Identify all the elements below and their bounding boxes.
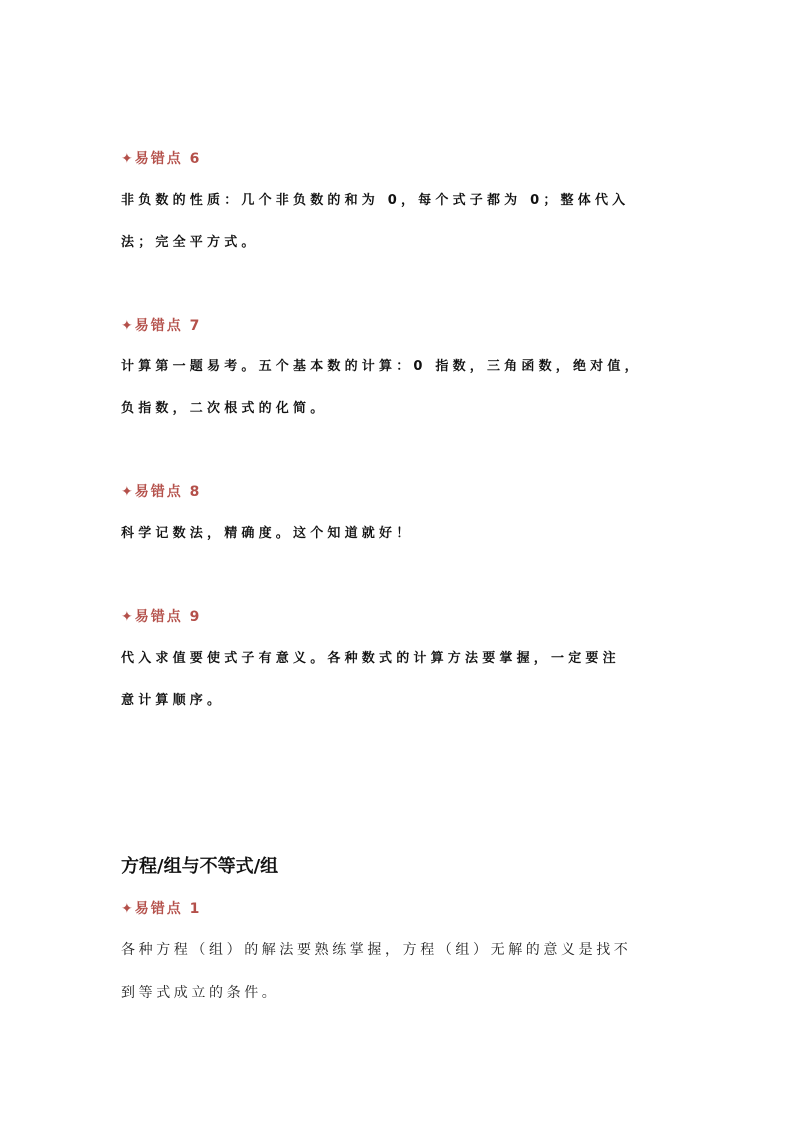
paragraph-line: 到等式成立的条件。 [121,985,280,1001]
item-heading-label: 易错点 8 [134,484,202,500]
item-heading-7 [121,317,201,335]
paragraph-line: 科学记数法，精确度。这个知道就好！ [121,526,414,541]
item-heading-label: 易错点 6 [134,151,202,167]
item-heading-label: 易错点 1 [134,901,202,917]
paragraph-line: 各种方程（组）的解法要熟练掌握，方程（组）无解的意义是找不 [121,942,632,958]
paragraph-line: 非负数的性质：几个非负数的和为 0，每个式子都为 0；整体代入 [121,193,630,208]
item-heading-label: 易错点 7 [134,318,202,334]
item-heading-6 [121,150,201,168]
item-heading-8 [121,483,201,501]
four-point-star-icon: ✦ [121,151,133,167]
paragraph-line: 计算第一题易考。五个基本数的计算：0 指数，三角函数，绝对值， [121,359,642,374]
paragraph-line: 意计算顺序。 [121,693,225,708]
paragraph-line: 法；完全平方式。 [121,235,259,250]
item-heading-9 [121,608,201,626]
item-heading-label: 易错点 9 [134,609,202,625]
paragraph-line: 负指数，二次根式的化简。 [121,401,328,416]
section-title: 方程/组与不等式/组 [121,856,279,877]
item-heading-1 [121,900,201,918]
four-point-star-icon: ✦ [121,901,133,917]
paragraph-line: 代入求值要使式子有意义。各种数式的计算方法要掌握，一定要注 [121,651,620,666]
four-point-star-icon: ✦ [121,484,133,500]
four-point-star-icon: ✦ [121,318,133,334]
four-point-star-icon: ✦ [121,609,133,625]
